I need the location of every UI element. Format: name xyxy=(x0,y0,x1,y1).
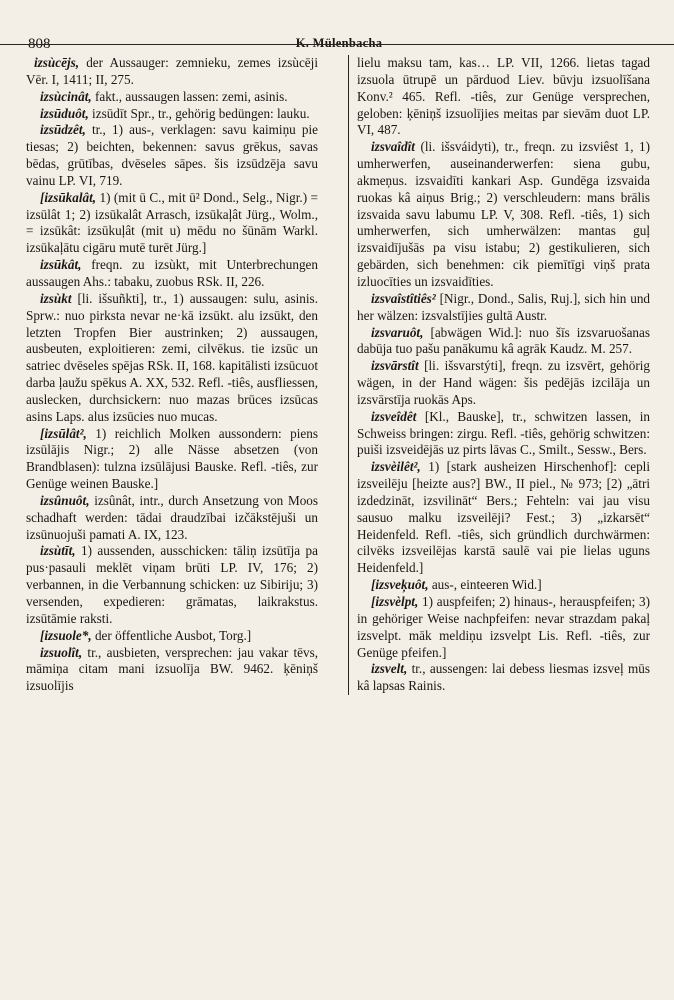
entry-definition: 1) [stark ausheizen Hirschenhof]: cepli izsveilēju [heizte aus?] BW., II piel., № 973; [2) „ātri izdedzināt, izsvilināt“ Bers.; Fehteln: vai jau visu sausuo malku izsveilēji? Fest.; 3) „izkarsēt“ Heidenfeld. Refl. -tiês, sich gründlich durchwärmen: cilvēks izsveilējas karstā saulē vai pie lielas uguns Heidenfeld.] xyxy=(357,459,651,576)
two-column-body xyxy=(26,55,652,695)
entry-headword: izsūkât, xyxy=(40,257,82,273)
entry-definition: der Aussauger: zemnieku, zemes izsùcēji Vēr. I, 1411; II, 275. xyxy=(26,55,318,87)
entry-definition: [li. išsuñkti], tr., 1) aussaugen: sulu, asinis. Sprw.: nuo pirksta nevar ne·kā izsūkt. alu izsūkt, den letzten Tropfen Bier austrinken; 2) aussaugen, ausbeuten, exploitieren: zemi, cilvēkus. tie izsūc un satriec dvēseles spējas RSk. II, 168. kapitālisti izsūcuot darba ļaužu spēkus A. XX, 532. Refl. -tiês, ausfliessen, auslecken, durchsickern: nuo mazas brūces izsūcas asins Laps. alus izsūcies nuo mucas. xyxy=(26,290,318,424)
entry-definition: lielu maksu tam, kas… LP. VII, 1266. lietas tagad izsuola ūtrupē un pārduod Liev. būvju izsuolīšana Konv.² 465. Refl. -tiês, zur Genüge versprechen, geloben: ķēniņš izsuolījies meitas par sievām duot LP. VI, 487. xyxy=(357,55,650,138)
entry-definition: [li. išsvarstýti], freqn. zu izsvērt, gehörig wägen, in der Hand wägen: šis pedējās izcilāja un izsvārstīja ruokās Aps. xyxy=(357,358,650,407)
entry-headword: izsvaruôt, xyxy=(371,324,424,340)
entry-headword: [izsvèlpt, xyxy=(371,594,419,609)
dictionary-entry xyxy=(357,594,650,661)
dictionary-entry xyxy=(357,358,650,409)
entry-definition: 1) (mit ū C., mit ū² Dond., Selg., Nigr.) = izsūlât 1; 2) izsūkalât Arrasch, izsūkaļât Jürg., Wolm., = izsūkât: izsūkuļât (mit u) mēdu no šūnām Warkl. izsūkaļātu cigāru mutē turēt Jürg.] xyxy=(26,189,318,256)
entry-definition: [abwägen Wid.]: nuo šīs izsvaruošanas dabūja tuo pašu panākumu kâ agrāk Kaudz. M. 257. xyxy=(357,324,651,357)
dictionary-entry xyxy=(26,543,318,627)
entry-definition: 1) auspfeifen; 2) hinaus-, herauspfeifen; 3) in gehöriger Weise nachpfeifen: nevar strazdam pakaļ izsvelpt. māk meldiņu izsvelpt Lis. Refl. -tiês, zur Genüge pfeifen.] xyxy=(357,594,650,660)
entry-headword: izsùcinât, xyxy=(40,88,92,104)
entry-definition: izsūdīt Spr., tr., gehörig bedüngen: lauku. xyxy=(92,105,310,121)
dictionary-entry xyxy=(26,257,318,291)
left-column xyxy=(26,55,326,695)
entry-headword: izsùtīt, xyxy=(40,543,76,559)
entry-definition: der öffentliche Ausbot, Torg.] xyxy=(94,627,252,643)
dictionary-entry xyxy=(26,645,318,696)
dictionary-entry xyxy=(357,325,650,359)
entry-definition: izsûnât, intr., durch Ansetzung von Moos schadhaft werden: tādai draudzībai izčākstējuši un izsūnuojuši pamati A. IX, 123. xyxy=(26,492,319,542)
dictionary-entry xyxy=(26,89,318,106)
dictionary-entry xyxy=(357,139,650,291)
running-head: K. Mülenbacha xyxy=(295,36,383,50)
page-number: 808 xyxy=(28,36,51,52)
entry-headword: [izsūlât², xyxy=(40,425,87,441)
entry-headword: izsûnuôt, xyxy=(40,492,90,508)
entry-headword: izsvaîdît xyxy=(371,139,415,155)
dictionary-entry xyxy=(26,190,318,257)
dictionary-entry xyxy=(26,122,318,189)
entry-headword: izsvèilêt², xyxy=(371,459,421,475)
entry-headword: izsūdzêt, xyxy=(40,122,86,138)
entry-definition: tr., 1) aus-, verklagen: savu kaimiņu pie tiesas; 2) beichten, bekennen: savus grēkus, savas bēdas, grūtības, dvēseles sāpes. šis izsūdzēja savu vainu LP. VI, 719. xyxy=(26,122,318,188)
entry-headword: [izsūkalât, xyxy=(40,189,97,205)
entry-headword: izsūduôt, xyxy=(40,105,89,121)
entry-definition: tr., aussengen: lai debess liesmas izsveļ mūs kâ lapsas Rainis. xyxy=(357,661,650,694)
dictionary-entry xyxy=(357,55,650,139)
dictionary-entry xyxy=(26,55,318,89)
entry-definition: tr., ausbieten, versprechen: jau vakar tēvs, māmiņa citam mani izsuolīja BW. 9462. ķēniņš izsuolījis xyxy=(26,644,319,694)
entry-definition: (li. išsváidyti), tr., freqn. zu izsviêst 1, 1) umherwerfen, auseinanderwerfen: siena gubu, akmeņus. izsvaidīti kankari Asp. Gundēga izsvaida ruokas kâ aiņus Brig.; 2) verschleudern: mans brālis izsvaida savu labumu LP. V, 308. Refl. -tiês, 1) sich umherwerfen, sich umherwälzen: mantas guļ izsvaidījušās pa visu istabu; 2) gestikulieren, sich gebärden, sich benehmen: cik piemītīgi viņš prata izluocīties un izsvaidīties. xyxy=(357,139,650,289)
entry-headword: izsùcējs, xyxy=(34,55,80,70)
dictionary-entry xyxy=(357,459,650,577)
entry-headword: izsveîdêt xyxy=(371,408,417,424)
dictionary-entry xyxy=(26,291,318,426)
dictionary-entry xyxy=(26,493,318,544)
entry-headword: [izsveķuôt, xyxy=(371,577,429,593)
header-rule xyxy=(0,44,674,45)
entry-definition: freqn. zu izsùkt, mit Unterbrechungen aussaugen Ahs.: tabaku, zuobus RSk. II, 226. xyxy=(26,257,319,289)
right-column xyxy=(348,55,650,695)
entry-headword: izsuolît, xyxy=(40,644,83,660)
entry-headword: izsvārstît xyxy=(371,358,419,374)
page-header xyxy=(26,18,652,52)
entry-headword: izsùkt xyxy=(40,290,72,306)
dictionary-entry xyxy=(357,409,650,460)
entry-definition: [Nigr., Dond., Salis, Ruj.], sich hin und her wälzen: izsvalstījies gultā Austr. xyxy=(357,290,651,323)
entry-headword: izsvelt, xyxy=(371,661,408,677)
entry-headword: [izsuole*, xyxy=(40,627,92,643)
dictionary-entry xyxy=(26,106,318,123)
entry-definition: 1) aussenden, ausschicken: tāliņ izsūtīja pa pus·pasauli meklēt viņam brūti LP. IV, 176; 2) verbannen, in die Verbannung schicken: uz Sibiriju; 3) versenden, expedieren: grāmatas, laikrakstus. izsūtāmie raksti. xyxy=(26,543,318,626)
dictionary-entry xyxy=(357,661,650,695)
entry-definition: [Kl., Bauske], tr., schwitzen lassen, in Schweiss bringen: zirgu. Refl. -tiês, gehörig schwitzen: puiši izsveidējās uz pirts lāvas C., Smilt., Sessw., Bers. xyxy=(357,408,651,458)
dictionary-entry xyxy=(26,628,318,645)
entry-definition: aus-, einteeren Wid.] xyxy=(431,577,542,593)
entry-definition: fakt., aussaugen lassen: zemi, asinis. xyxy=(94,88,288,104)
dictionary-entry xyxy=(26,426,318,493)
entry-headword: izsvaîstîtiês² xyxy=(371,290,436,306)
dictionary-entry xyxy=(357,291,650,325)
entry-definition: 1) reichlich Molken aussondern: piens izsūlājis Nigr.; 2) alle Nässe absetzen (von Brandblasen): tulzna izsūlājusi Bauske. Refl. -tiês, zur Genüge weinen Bauske.] xyxy=(26,425,318,492)
dictionary-entry xyxy=(357,577,650,594)
